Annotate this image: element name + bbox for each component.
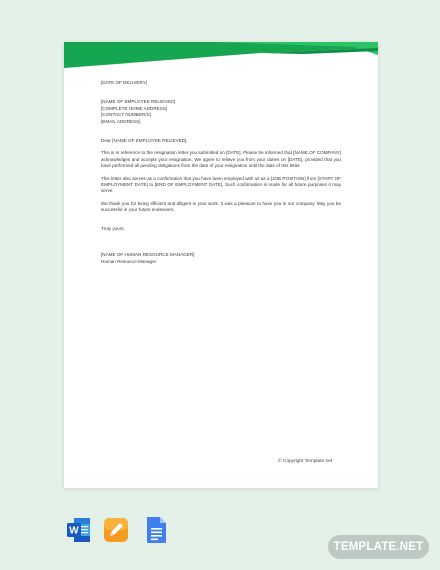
letter-paragraph-3: We thank you for being efficient and diligent in your work. It was a pleasure to have you in our company. May you be successful in your future endeavors. xyxy=(101,200,341,213)
letter-paragraph-2: This letter also serves as a confirmation that you have been employed with us as a [JOB POSITION] from [START OF EMPLOYMENT DATE] to [END OF EMPLOYMENT DATE]. Such confirmation is made for all future purposes it may serve. xyxy=(101,175,341,194)
signer-title: Human Resource Manager xyxy=(101,258,157,264)
recipient-contact: [CONTACT NUMBER/S] xyxy=(101,112,151,118)
template-net-badge[interactable]: TEMPLATE.NET xyxy=(328,535,429,559)
google-docs-icon[interactable] xyxy=(143,516,169,544)
microsoft-word-icon[interactable] xyxy=(66,516,92,544)
green-header-banner xyxy=(64,42,378,68)
word-letter: W xyxy=(69,525,79,537)
letter-body xyxy=(101,80,341,265)
recipient-address: [COMPLETE HOME ADDRESS] xyxy=(101,105,168,111)
apple-pages-icon[interactable] xyxy=(103,516,129,544)
letter-date: [DATE OF DELIVERY] xyxy=(101,80,148,85)
signer-name: [NAME OF HUMAN RESOURCE MANAGER] xyxy=(101,252,195,258)
letter-salutation: Dear [NAME OF EMPLOYEE RELIEVED], xyxy=(101,138,188,144)
copyright-text: © Copyright Template.net xyxy=(278,459,333,464)
letter-paragraph-1: This is in reference to the resignation letter you submitted on [DATE]. Please be informed that [NAME OF COMPANY] acknowledges and accepts your resignation. We agree to relieve you from your duties on [DATE], provided that you have performed all pending obligations from the date of your resignation until the date of this letter. xyxy=(101,150,341,169)
letter-document xyxy=(64,42,378,488)
recipient-email: [EMAIL ADDRESS] xyxy=(101,118,141,124)
letter-closing: Truly yours, xyxy=(101,225,125,231)
recipient-name: [NAME OF EMPLOYEE RELIEVED] xyxy=(101,99,176,105)
